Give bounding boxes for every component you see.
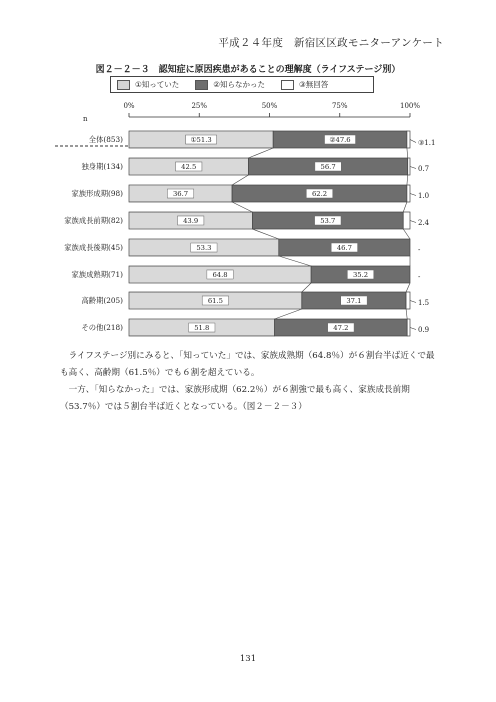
page-number: 131	[239, 654, 257, 664]
no-answer-leader	[410, 140, 416, 143]
value-label-unknown: ②47.6	[329, 136, 351, 144]
figure-title: 図２－２－３ 認知症に原因疾患があることの理解度（ライフステージ別）	[95, 65, 401, 75]
value-label-known: 51.8	[194, 324, 210, 332]
x-tick-label: 25%	[191, 102, 208, 110]
value-label-no-answer: 0.7	[418, 165, 430, 173]
legend-label-no-answer: ③無回答	[298, 80, 329, 89]
connector-unknown	[403, 202, 407, 212]
connector-unknown	[406, 309, 407, 319]
value-label-unknown: 46.7	[336, 244, 352, 252]
x-tick-label: 50%	[261, 102, 278, 110]
value-label-known: ①51.3	[190, 136, 212, 144]
bar-no-answer	[403, 212, 410, 229]
value-label-known: 64.8	[212, 271, 228, 279]
body-text	[60, 348, 440, 416]
x-tick-label: 100%	[399, 102, 421, 110]
value-label-no-answer: -	[418, 246, 421, 254]
value-label-unknown: 37.1	[346, 297, 362, 305]
value-label-known: 36.7	[172, 190, 189, 198]
bar-no-answer	[408, 158, 410, 175]
body-paragraph-2: 一方、「知らなかった」では、家族形成期（62.2％）が６割強で最も高く、家族成長前期（53.7％）では５割台半ば近くとなっている。（図２－２－３）	[60, 385, 410, 412]
category-label: 家族成長後期(45)	[64, 243, 123, 252]
category-label: 家族成長前期(82)	[64, 216, 123, 225]
category-label: 家族形成期(98)	[71, 189, 123, 198]
connector-known	[252, 229, 278, 239]
value-label-unknown: 35.2	[352, 271, 369, 279]
value-label-unknown: 62.2	[311, 190, 328, 198]
no-answer-leader	[410, 328, 416, 330]
category-label: 全体(853)	[88, 135, 123, 144]
value-label-known: 43.9	[183, 217, 199, 225]
value-label-known: 53.3	[196, 244, 212, 252]
connector-known	[302, 283, 311, 292]
no-answer-leader	[410, 221, 416, 223]
bar-no-answer	[407, 131, 410, 148]
legend-label-known: ①知っていた	[135, 80, 180, 89]
value-label-no-answer: 1.0	[418, 192, 430, 200]
bar-no-answer	[407, 319, 410, 336]
connector-known	[232, 202, 252, 212]
value-label-known: 42.5	[181, 163, 197, 171]
value-label-no-answer: ③1.1	[418, 139, 436, 147]
connector-known	[232, 175, 248, 185]
value-label-no-answer: 0.9	[418, 326, 430, 334]
category-label: 独身期(134)	[81, 162, 123, 171]
value-label-unknown: 53.7	[320, 217, 336, 225]
bar-no-answer	[407, 185, 410, 202]
x-tick-label: 0%	[123, 102, 135, 110]
bar-no-answer	[406, 292, 410, 309]
value-label-known: 61.5	[207, 297, 223, 305]
connector-unknown	[406, 283, 410, 292]
connector-known	[279, 256, 311, 266]
category-label: 高齢期(205)	[81, 296, 123, 305]
connector-unknown	[407, 175, 408, 185]
connector-known	[248, 148, 273, 158]
body-paragraph-1: ライフステージ別にみると、「知っていた」では、家族成熟期（64.8％）が６割台半ば近くで最も高く、高齢期（61.5％）でも６割を超えている。	[60, 351, 435, 378]
value-label-unknown: 56.7	[320, 163, 336, 171]
connector-known	[275, 309, 302, 319]
page-header: 平成２４年度 新宿区区政モニターアンケート	[218, 37, 444, 49]
x-tick-label: 75%	[331, 102, 348, 110]
value-label-no-answer: 1.5	[418, 299, 430, 307]
legend-label-unknown: ②知らなかった	[213, 80, 265, 89]
category-label: 家族成熟期(71)	[71, 270, 123, 279]
connector-unknown	[403, 229, 410, 239]
value-label-unknown: 47.2	[333, 324, 349, 332]
connector-unknown	[407, 148, 408, 158]
value-label-no-answer: -	[418, 273, 421, 281]
no-answer-leader	[410, 167, 416, 169]
value-label-no-answer: 2.4	[418, 219, 430, 227]
stacked-bar-chart	[0, 0, 496, 340]
category-label: その他(218)	[81, 323, 123, 332]
no-answer-leader	[410, 301, 416, 303]
x-axis-n-label: n	[83, 115, 88, 123]
no-answer-leader	[410, 194, 416, 196]
